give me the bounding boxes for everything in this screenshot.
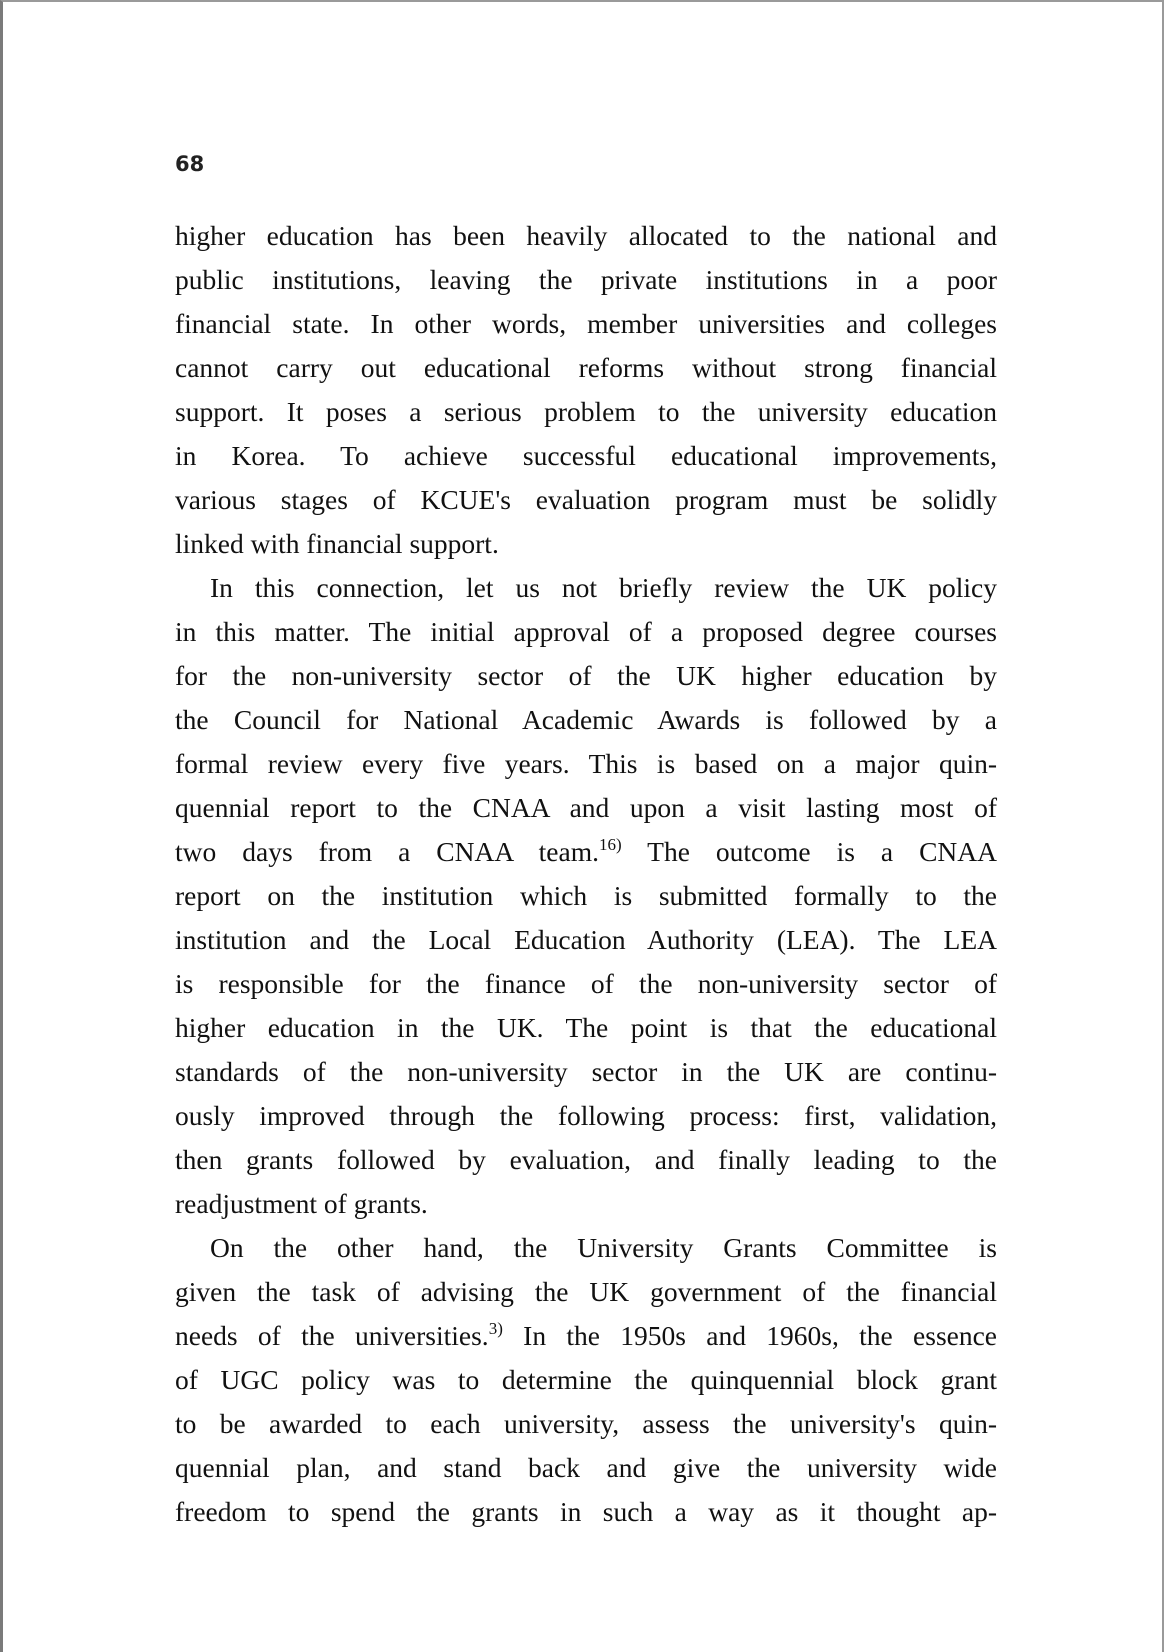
text-line [175,1050,997,1094]
text-line [175,610,997,654]
text-line [175,742,997,786]
line-text: public institutions, leaving the private institutions in a poor [175,264,997,295]
line-text: is responsible for the finance of the non-university sector of [175,968,997,999]
text-line [175,258,997,302]
text-line [175,962,997,1006]
body-text [175,214,997,1534]
text-line [175,1314,997,1358]
line-text: cannot carry out educational reforms without strong financial [175,352,997,383]
text-line [175,1006,997,1050]
text-line [175,478,997,522]
text-line [175,1490,997,1534]
text-line [175,302,997,346]
text-line [175,1446,997,1490]
line-text: formal review every five years. This is based on a major quin- [175,748,997,779]
text-line [175,1270,997,1314]
text-line [175,1402,997,1446]
footnote-marker: 3) [488,1319,503,1338]
text-line [175,698,997,742]
text-line [175,654,997,698]
line-text: the Council for National Academic Awards is followed by a [175,704,997,735]
line-text: higher education has been heavily allocated to the national and [175,220,997,251]
text-line [175,874,997,918]
line-text: institution and the Local Education Authority (LEA). The LEA [175,924,997,955]
text-line [175,1182,997,1226]
line-text: two days from a CNAA team. [175,836,599,867]
line-text: report on the institution which is submitted formally to the [175,880,997,911]
paragraph [175,214,997,566]
line-text: in this matter. The initial approval of a proposed degree courses [175,616,997,647]
page-number: 68 [175,152,205,176]
line-text: to be awarded to each university, assess the university's quin- [175,1408,997,1439]
line-text: In the 1950s and 1960s, the essence [502,1320,998,1351]
line-text: financial state. In other words, member universities and colleges [175,308,997,339]
line-text: linked with financial support. [175,528,499,559]
text-line [175,1226,997,1270]
text-line [175,786,997,830]
line-text: needs of the universities. [175,1320,489,1351]
line-text: freedom to spend the grants in such a way as it thought ap- [175,1496,997,1527]
line-text: ously improved through the following process: first, validation, [175,1100,997,1131]
text-line [175,390,997,434]
line-text: quennial report to the CNAA and upon a visit lasting most of [175,792,997,823]
line-text: various stages of KCUE's evaluation program must be solidly [175,484,997,515]
line-text: then grants followed by evaluation, and finally leading to the [175,1144,997,1175]
text-line [175,830,997,874]
text-line [175,918,997,962]
line-text: In this connection, let us not briefly review the UK policy [210,572,997,603]
text-line [175,1138,997,1182]
footnote-marker: 16) [598,835,622,854]
line-text: in Korea. To achieve successful educational improvements, [175,440,997,471]
paragraph [175,566,997,1226]
text-line [175,214,997,258]
text-line [175,566,997,610]
text-line [175,434,997,478]
text-line [175,522,997,566]
line-text: On the other hand, the University Grants Committee is [210,1232,997,1263]
text-line [175,346,997,390]
line-text: higher education in the UK. The point is that the educational [175,1012,997,1043]
line-text: The outcome is a CNAA [621,836,998,867]
line-text: readjustment of grants. [175,1188,428,1219]
line-text: quennial plan, and stand back and give the university wide [175,1452,997,1483]
line-text: support. It poses a serious problem to the university education [175,396,997,427]
line-text: given the task of advising the UK government of the financial [175,1276,997,1307]
text-line [175,1094,997,1138]
line-text: of UGC policy was to determine the quinquennial block grant [175,1364,997,1395]
line-text: for the non-university sector of the UK higher education by [175,660,997,691]
text-line [175,1358,997,1402]
line-text: standards of the non-university sector in the UK are continu- [175,1056,997,1087]
paragraph [175,1226,997,1534]
